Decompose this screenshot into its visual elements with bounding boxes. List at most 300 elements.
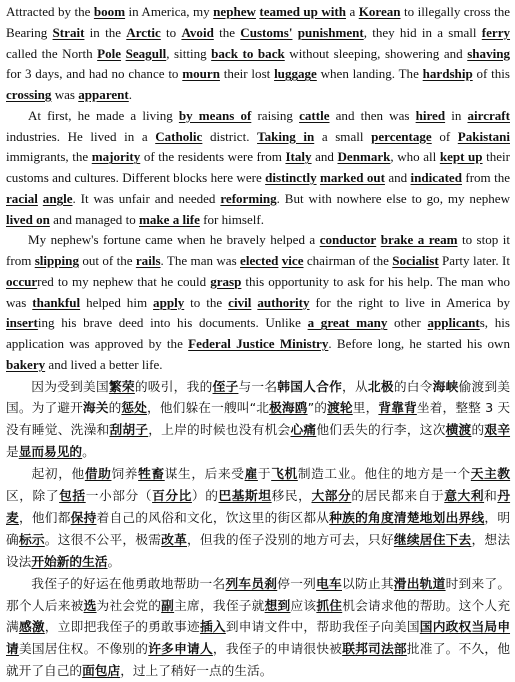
vocab-term-wrapper bbox=[200, 619, 226, 634]
text-run: ，上岸的时候也没有机会 bbox=[148, 422, 290, 437]
text-run: ing his brave deed into his documents. Unlike bbox=[38, 315, 308, 330]
vocab-term: 渡轮 bbox=[327, 400, 353, 415]
vocab-term-wrapper bbox=[82, 663, 120, 678]
vocab-term: applicant bbox=[428, 315, 480, 330]
vocab-term-wrapper bbox=[181, 25, 213, 40]
vocab-term-wrapper bbox=[320, 170, 385, 185]
vocab-term: brake a ream bbox=[381, 232, 458, 247]
vocab-term: crossing bbox=[6, 87, 51, 102]
vocab-term: indicated bbox=[411, 170, 462, 185]
vocab-term: majority bbox=[92, 149, 141, 164]
vocab-term: Socialist bbox=[392, 253, 438, 268]
vocab-term: 副 bbox=[161, 598, 174, 613]
vocab-term-wrapper bbox=[327, 400, 353, 415]
text-run: helped him bbox=[80, 295, 153, 310]
vocab-term-wrapper bbox=[265, 170, 316, 185]
english-paragraph-3 bbox=[6, 230, 510, 375]
text-run: this opportunity to ask for his help. The man who was bbox=[6, 274, 510, 310]
text-run: ，想法设法 bbox=[6, 532, 510, 569]
vocab-term: bakery bbox=[6, 357, 45, 372]
vocab-term: Denmark bbox=[338, 149, 391, 164]
vocab-term-wrapper bbox=[213, 379, 239, 394]
vocab-term-wrapper bbox=[316, 598, 342, 613]
text-run: ，过上了稍好一点的生活。 bbox=[120, 663, 272, 678]
vocab-term-wrapper bbox=[416, 108, 445, 123]
text-run: of the residents were from bbox=[140, 149, 285, 164]
vocab-term-wrapper bbox=[329, 510, 484, 525]
vocab-term: Federal Justice Ministry bbox=[188, 336, 328, 351]
vocab-term-wrapper bbox=[240, 25, 292, 40]
vocab-term: 借助 bbox=[85, 466, 112, 481]
vocab-term-wrapper bbox=[482, 25, 510, 40]
text-run: 饲养 bbox=[111, 466, 138, 481]
text-run: 为社会党的 bbox=[97, 598, 162, 613]
vocab-term: punishment bbox=[298, 25, 364, 40]
vocab-term-wrapper bbox=[97, 46, 121, 61]
vocab-term-wrapper bbox=[139, 212, 200, 227]
vocab-term-wrapper bbox=[138, 466, 165, 481]
text-run: 。这很不公平，极需 bbox=[45, 532, 161, 547]
text-run: in bbox=[445, 108, 467, 123]
vocab-term-wrapper bbox=[308, 315, 388, 330]
text-run: ）的 bbox=[192, 488, 219, 503]
text-run: to illegally cross the Bearing bbox=[6, 4, 510, 40]
vocab-term: 巴基斯坦 bbox=[219, 488, 272, 503]
text-run: 偷渡到美国。为了避开 bbox=[6, 379, 510, 416]
text-run: to stop it from bbox=[6, 232, 510, 268]
text-run: 和 bbox=[484, 488, 497, 503]
vocab-term-wrapper bbox=[136, 253, 161, 268]
text-run: 到申请文件中，帮助我侄子向美国 bbox=[226, 619, 420, 634]
text-run: chairman of the bbox=[304, 253, 393, 268]
vocab-term: 心痛 bbox=[290, 422, 316, 437]
vocab-term-wrapper bbox=[265, 598, 291, 613]
text-run: without sleeping, showering and bbox=[285, 46, 467, 61]
text-run: for 3 days, and had no chance to bbox=[6, 66, 182, 81]
vocab-term: 保持 bbox=[71, 510, 97, 525]
text-run: 时到来了。那个人后来被 bbox=[6, 576, 510, 613]
text-run: My nephew's fortune came when he bravely helped a bbox=[28, 232, 320, 247]
english-paragraph-2 bbox=[6, 106, 510, 231]
chinese-paragraph-2 bbox=[6, 463, 510, 573]
vocab-term: 选 bbox=[84, 598, 97, 613]
text-run: district. bbox=[202, 129, 257, 144]
text-run: 谋生，后来受 bbox=[165, 466, 245, 481]
vocab-term: marked out bbox=[320, 170, 385, 185]
text-run: a bbox=[346, 4, 359, 19]
vocab-term-wrapper bbox=[213, 4, 256, 19]
vocab-term-wrapper bbox=[378, 400, 416, 415]
vocab-term: 列车员刹 bbox=[225, 576, 277, 591]
vocab-term-wrapper bbox=[245, 466, 258, 481]
vocab-term-wrapper bbox=[269, 400, 307, 415]
vocab-term-wrapper bbox=[298, 25, 364, 40]
text-run: ”的 bbox=[308, 400, 328, 415]
vocab-term: 显而易见的 bbox=[19, 444, 82, 459]
text-run: for himself. bbox=[200, 212, 264, 227]
text-run: At first, he made a living bbox=[28, 108, 179, 123]
vocab-term: 标示 bbox=[19, 532, 45, 547]
vocab-term-wrapper bbox=[35, 253, 79, 268]
text-run: 应该 bbox=[290, 598, 316, 613]
vocab-term: angle bbox=[43, 191, 73, 206]
vocab-term: 抓住 bbox=[316, 598, 342, 613]
text-run: s, his application was approved by the bbox=[6, 315, 510, 351]
text-run: when landing. The bbox=[317, 66, 423, 81]
vocab-term-wrapper bbox=[188, 336, 328, 351]
vocab-term-wrapper bbox=[71, 510, 97, 525]
text-run: 他们丢失的行李，这次 bbox=[316, 422, 445, 437]
text-run: their lost bbox=[220, 66, 274, 81]
vocab-term: elected bbox=[240, 253, 278, 268]
chinese-paragraph-3 bbox=[6, 573, 510, 682]
text-run: ，我侄子的申请很快被 bbox=[213, 641, 342, 656]
vocab-term: 刮胡子 bbox=[109, 422, 148, 437]
text-run: 的 bbox=[471, 422, 484, 437]
vocab-term: Pakistani bbox=[458, 129, 510, 144]
vocab-term: 面包店 bbox=[82, 663, 120, 678]
bold-term: 海峡 bbox=[433, 379, 459, 394]
text-run: . Before long, he started his own bbox=[328, 336, 510, 351]
vocab-term-wrapper bbox=[446, 422, 472, 437]
text-run: , they hid in a small bbox=[364, 25, 482, 40]
text-run: 移民， bbox=[272, 488, 312, 503]
vocab-term-wrapper bbox=[320, 232, 377, 247]
vocab-term: 许多申请人 bbox=[148, 641, 213, 656]
text-run: 。 bbox=[108, 554, 121, 569]
vocab-term-wrapper bbox=[257, 129, 314, 144]
vocab-term-wrapper bbox=[257, 295, 309, 310]
vocab-term: Italy bbox=[285, 149, 311, 164]
text-run: 的居民都来自于 bbox=[351, 488, 444, 503]
text-run: and then was bbox=[330, 108, 416, 123]
vocab-term-wrapper bbox=[43, 191, 73, 206]
text-run: in America, my bbox=[125, 4, 213, 19]
vocab-term: 横渡 bbox=[446, 422, 472, 437]
vocab-term: kept up bbox=[440, 149, 483, 164]
vocab-term-wrapper bbox=[78, 87, 129, 102]
vocab-term: 种族的角度清楚地划出界线 bbox=[329, 510, 484, 525]
vocab-term-wrapper bbox=[94, 4, 125, 19]
vocab-term: percentage bbox=[371, 129, 432, 144]
vocab-term-wrapper bbox=[381, 232, 458, 247]
vocab-term: insert bbox=[6, 315, 38, 330]
text-run: called the North bbox=[6, 46, 97, 61]
bold-term: 海关 bbox=[83, 400, 109, 415]
vocab-term-wrapper bbox=[467, 46, 510, 61]
vocab-term: Customs' bbox=[240, 25, 292, 40]
vocab-term-wrapper bbox=[6, 315, 38, 330]
vocab-term-wrapper bbox=[259, 4, 346, 19]
vocab-term: 侄子 bbox=[213, 379, 239, 394]
vocab-term: back to back bbox=[211, 46, 285, 61]
vocab-term-wrapper bbox=[161, 598, 174, 613]
vocab-term-wrapper bbox=[211, 46, 285, 61]
vocab-term-wrapper bbox=[371, 129, 432, 144]
vocab-term: 想到 bbox=[265, 598, 291, 613]
vocab-term-wrapper bbox=[59, 488, 86, 503]
vocab-term: 雇 bbox=[245, 466, 258, 481]
vocab-term: reforming bbox=[220, 191, 276, 206]
text-run: out of the bbox=[79, 253, 136, 268]
vocab-term: 联邦司法部 bbox=[342, 641, 407, 656]
vocab-term: 国内政权当局申请 bbox=[6, 619, 510, 656]
text-run: industries. He lived in a bbox=[6, 129, 155, 144]
vocab-term-wrapper bbox=[161, 532, 187, 547]
vocab-term: occur bbox=[6, 274, 37, 289]
vocab-term: rails bbox=[136, 253, 161, 268]
vocab-term-wrapper bbox=[19, 444, 82, 459]
vocab-term: 插入 bbox=[200, 619, 226, 634]
vocab-term: 感激 bbox=[19, 619, 45, 634]
vocab-term-wrapper bbox=[271, 466, 298, 481]
text-run: 里， bbox=[353, 400, 379, 415]
vocab-term-wrapper bbox=[179, 108, 251, 123]
text-run: red to my nephew that he could bbox=[37, 274, 210, 289]
vocab-term-wrapper bbox=[6, 357, 45, 372]
vocab-term-wrapper bbox=[6, 191, 38, 206]
bold-term: 韩国人合作 bbox=[277, 379, 342, 394]
text-run: from the bbox=[462, 170, 510, 185]
text-run: . But with nowhere else to go, my nephew bbox=[277, 191, 510, 206]
vocab-term: racial bbox=[6, 191, 38, 206]
vocab-term-wrapper bbox=[32, 295, 80, 310]
text-run: 于 bbox=[258, 466, 271, 481]
text-run: 是 bbox=[6, 444, 19, 459]
vocab-term-wrapper bbox=[109, 379, 135, 394]
text-run: and bbox=[312, 149, 338, 164]
text-run: raising bbox=[251, 108, 299, 123]
text-run: 主席，我侄子就 bbox=[174, 598, 265, 613]
vocab-term-wrapper bbox=[440, 149, 483, 164]
text-run: , sitting bbox=[166, 46, 211, 61]
vocab-term-wrapper bbox=[444, 488, 484, 503]
vocab-term: apply bbox=[153, 295, 184, 310]
vocab-term-wrapper bbox=[155, 129, 202, 144]
vocab-term: 繁荣 bbox=[109, 379, 135, 394]
text-run: to bbox=[161, 25, 182, 40]
text-run: , who all bbox=[390, 149, 439, 164]
text-run: immigrants, the bbox=[6, 149, 92, 164]
text-run: 一小部分（ bbox=[86, 488, 152, 503]
vocab-term: apparent bbox=[78, 87, 129, 102]
vocab-term: by means of bbox=[179, 108, 251, 123]
vocab-term: a great many bbox=[308, 315, 388, 330]
vocab-term: 大部分 bbox=[311, 488, 351, 503]
vocab-term-wrapper bbox=[359, 4, 401, 19]
vocab-term-wrapper bbox=[458, 129, 510, 144]
vocab-term: 天主教 bbox=[471, 466, 510, 481]
text-run: was bbox=[51, 87, 78, 102]
vocab-term-wrapper bbox=[468, 108, 511, 123]
vocab-term-wrapper bbox=[152, 488, 192, 503]
vocab-term-wrapper bbox=[19, 619, 45, 634]
text-run: and managed to bbox=[50, 212, 139, 227]
vocab-term: ferry bbox=[482, 25, 510, 40]
text-run: 与一名 bbox=[238, 379, 277, 394]
text-run: other bbox=[387, 315, 427, 330]
vocab-term-wrapper bbox=[126, 46, 167, 61]
vocab-term: 牲畜 bbox=[138, 466, 165, 481]
text-run: Party later. It bbox=[439, 253, 510, 268]
text-run: ，立即把我侄子的勇敢事迹 bbox=[45, 619, 200, 634]
vocab-term-wrapper bbox=[153, 295, 184, 310]
text-run: of bbox=[432, 129, 458, 144]
text-run: in the bbox=[84, 25, 126, 40]
text-run: 机会请求他的帮助。这个人充满 bbox=[6, 598, 510, 635]
vocab-term-wrapper bbox=[6, 87, 51, 102]
vocab-term: cattle bbox=[299, 108, 329, 123]
vocab-term-wrapper bbox=[6, 274, 37, 289]
english-passage bbox=[6, 2, 510, 376]
vocab-term-wrapper bbox=[282, 253, 304, 268]
vocab-term: hardship bbox=[423, 66, 473, 81]
text-run: 我侄子的好运在他勇敢地帮助一名 bbox=[31, 576, 225, 591]
vocab-term-wrapper bbox=[219, 488, 272, 503]
text-run: 起初，他 bbox=[31, 466, 85, 481]
vocab-term-wrapper bbox=[182, 66, 220, 81]
vocab-term: thankful bbox=[32, 295, 80, 310]
vocab-term: civil bbox=[228, 295, 251, 310]
vocab-term-wrapper bbox=[92, 149, 141, 164]
vocab-term: aircraft bbox=[468, 108, 511, 123]
text-run: 美国居住权。不像别的 bbox=[19, 641, 148, 656]
vocab-term-wrapper bbox=[53, 25, 85, 40]
vocab-term: 飞机 bbox=[271, 466, 298, 481]
vocab-term: teamed up with bbox=[259, 4, 346, 19]
text-run: 制造工业。他住的地方是一个 bbox=[298, 466, 471, 481]
vocab-term-wrapper bbox=[126, 25, 161, 40]
text-run: 。 bbox=[82, 444, 95, 459]
vocab-term-wrapper bbox=[228, 295, 251, 310]
chinese-passage bbox=[6, 376, 510, 682]
vocab-term-wrapper bbox=[31, 554, 107, 569]
vocab-term: 电车 bbox=[316, 576, 342, 591]
text-run: 坐着，整整 3 天没有睡觉、洗澡和 bbox=[6, 400, 510, 437]
text-run: ，但我的侄子没别的地方可去，只好 bbox=[187, 532, 394, 547]
vocab-term: 百分比 bbox=[152, 488, 192, 503]
text-run: and bbox=[385, 170, 411, 185]
text-run: 的 bbox=[109, 400, 122, 415]
vocab-term: Strait bbox=[53, 25, 85, 40]
vocab-term: Seagull bbox=[126, 46, 167, 61]
text-run: a small bbox=[314, 129, 371, 144]
vocab-term: vice bbox=[282, 253, 304, 268]
vocab-term-wrapper bbox=[392, 253, 438, 268]
vocab-term: conductor bbox=[320, 232, 377, 247]
vocab-term-wrapper bbox=[394, 576, 446, 591]
vocab-term: Taking in bbox=[257, 129, 314, 144]
text-run: . bbox=[129, 87, 132, 102]
chinese-paragraph-1 bbox=[6, 376, 510, 464]
text-run: 的白令 bbox=[394, 379, 433, 394]
vocab-term: lived on bbox=[6, 212, 50, 227]
vocab-term-wrapper bbox=[210, 274, 241, 289]
vocab-term: mourn bbox=[182, 66, 220, 81]
vocab-term-wrapper bbox=[290, 422, 316, 437]
vocab-term: Korean bbox=[359, 4, 401, 19]
text-run: for the right to live in America by bbox=[310, 295, 510, 310]
text-run: 着自己的风俗和文化，饮这里的街区都从 bbox=[97, 510, 330, 525]
vocab-term: Arctic bbox=[126, 25, 161, 40]
text-run: 批准了。不久，他就开了自己的 bbox=[6, 641, 510, 678]
text-run: ，从 bbox=[342, 379, 368, 394]
vocab-term-wrapper bbox=[240, 253, 278, 268]
vocab-term-wrapper bbox=[6, 212, 50, 227]
vocab-term: nephew bbox=[213, 4, 256, 19]
text-run: 以防止其 bbox=[342, 576, 394, 591]
text-run: of this bbox=[473, 66, 510, 81]
vocab-term-wrapper bbox=[84, 598, 97, 613]
vocab-term: 极海鸥 bbox=[269, 400, 307, 415]
text-run: 区，除了 bbox=[6, 488, 59, 503]
text-run: 停一列 bbox=[277, 576, 316, 591]
vocab-term-wrapper bbox=[423, 66, 473, 81]
vocab-term-wrapper bbox=[411, 170, 462, 185]
vocab-term-wrapper bbox=[338, 149, 391, 164]
vocab-term-wrapper bbox=[311, 488, 351, 503]
vocab-term: boom bbox=[94, 4, 125, 19]
vocab-term-wrapper bbox=[285, 149, 311, 164]
vocab-term: 背靠背 bbox=[378, 400, 416, 415]
vocab-term-wrapper bbox=[85, 466, 112, 481]
text-run: the bbox=[214, 25, 240, 40]
vocab-term-wrapper bbox=[19, 532, 45, 547]
vocab-term: Catholic bbox=[155, 129, 202, 144]
vocab-term-wrapper bbox=[274, 66, 317, 81]
vocab-term-wrapper bbox=[471, 466, 510, 481]
english-paragraph-1 bbox=[6, 2, 510, 106]
text-run: their customs and cultures. Different blocks here were bbox=[6, 149, 510, 185]
vocab-term-wrapper bbox=[148, 641, 213, 656]
vocab-term: shaving bbox=[467, 46, 510, 61]
vocab-term: make a life bbox=[139, 212, 200, 227]
vocab-term: 开始新的生活 bbox=[31, 554, 107, 569]
vocab-term: 改革 bbox=[161, 532, 187, 547]
vocab-term-wrapper bbox=[484, 422, 510, 437]
vocab-term: Pole bbox=[97, 46, 121, 61]
vocab-term-wrapper bbox=[394, 532, 472, 547]
vocab-term: authority bbox=[257, 295, 309, 310]
bold-term: 北极 bbox=[368, 379, 394, 394]
vocab-term-wrapper bbox=[342, 641, 407, 656]
text-run: . It was unfair and needed bbox=[73, 191, 221, 206]
vocab-term-wrapper bbox=[220, 191, 276, 206]
vocab-term: 惩处 bbox=[121, 400, 147, 415]
vocab-term: grasp bbox=[210, 274, 241, 289]
text-run: ，明确 bbox=[6, 510, 510, 547]
text-run: Attracted by the bbox=[6, 4, 94, 19]
vocab-term: slipping bbox=[35, 253, 79, 268]
text-run: to the bbox=[184, 295, 228, 310]
vocab-term: 包括 bbox=[59, 488, 86, 503]
vocab-term: 丹麦 bbox=[6, 488, 510, 525]
text-run: 的吸引，我的 bbox=[135, 379, 213, 394]
vocab-term: 继续居住下去 bbox=[394, 532, 472, 547]
vocab-term-wrapper bbox=[121, 400, 147, 415]
vocab-term: distinctly bbox=[265, 170, 316, 185]
vocab-term: luggage bbox=[274, 66, 317, 81]
vocab-term: 艰辛 bbox=[484, 422, 510, 437]
vocab-term: 意大利 bbox=[444, 488, 484, 503]
text-run: ，他们躲在一艘叫“北 bbox=[147, 400, 269, 415]
vocab-term: hired bbox=[416, 108, 445, 123]
vocab-term-wrapper bbox=[316, 576, 342, 591]
vocab-term: Avoid bbox=[181, 25, 213, 40]
text-run: 因为受到美国 bbox=[31, 379, 109, 394]
vocab-term-wrapper bbox=[428, 315, 480, 330]
vocab-term: 滑出轨道 bbox=[394, 576, 446, 591]
